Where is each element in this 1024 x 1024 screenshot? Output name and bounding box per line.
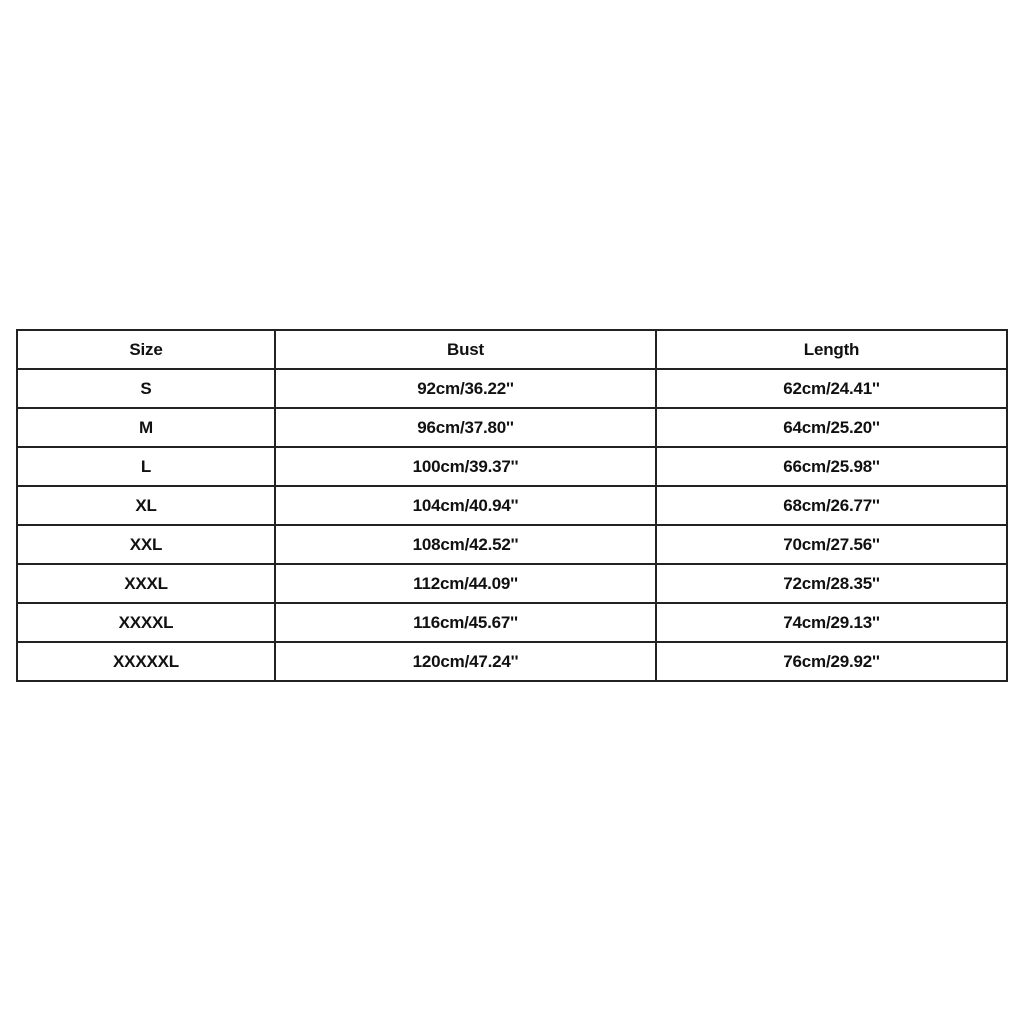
cell-size: XXXL — [17, 564, 275, 603]
table-row — [17, 486, 1007, 525]
header-length: Length — [656, 330, 1007, 369]
cell-size: M — [17, 408, 275, 447]
cell-bust: 100cm/39.37'' — [275, 447, 656, 486]
cell-size: XXXXL — [17, 603, 275, 642]
header-bust: Bust — [275, 330, 656, 369]
table-row — [17, 369, 1007, 408]
table-row — [17, 525, 1007, 564]
cell-size: XL — [17, 486, 275, 525]
cell-bust: 108cm/42.52'' — [275, 525, 656, 564]
table-row — [17, 564, 1007, 603]
cell-length: 70cm/27.56'' — [656, 525, 1007, 564]
cell-length: 68cm/26.77'' — [656, 486, 1007, 525]
cell-bust: 96cm/37.80'' — [275, 408, 656, 447]
cell-size: XXL — [17, 525, 275, 564]
cell-bust: 104cm/40.94'' — [275, 486, 656, 525]
cell-length: 62cm/24.41'' — [656, 369, 1007, 408]
table-row — [17, 408, 1007, 447]
size-chart-body — [17, 369, 1007, 681]
cell-bust: 112cm/44.09'' — [275, 564, 656, 603]
cell-size: XXXXXL — [17, 642, 275, 681]
cell-length: 64cm/25.20'' — [656, 408, 1007, 447]
cell-bust: 116cm/45.67'' — [275, 603, 656, 642]
table-row — [17, 642, 1007, 681]
cell-bust: 92cm/36.22'' — [275, 369, 656, 408]
cell-length: 74cm/29.13'' — [656, 603, 1007, 642]
cell-bust: 120cm/47.24'' — [275, 642, 656, 681]
cell-length: 66cm/25.98'' — [656, 447, 1007, 486]
table-row — [17, 447, 1007, 486]
cell-length: 72cm/28.35'' — [656, 564, 1007, 603]
size-chart-header — [17, 330, 1007, 369]
size-chart-table — [16, 329, 1008, 682]
cell-size: L — [17, 447, 275, 486]
header-row — [17, 330, 1007, 369]
cell-length: 76cm/29.92'' — [656, 642, 1007, 681]
header-size: Size — [17, 330, 275, 369]
table-row — [17, 603, 1007, 642]
cell-size: S — [17, 369, 275, 408]
